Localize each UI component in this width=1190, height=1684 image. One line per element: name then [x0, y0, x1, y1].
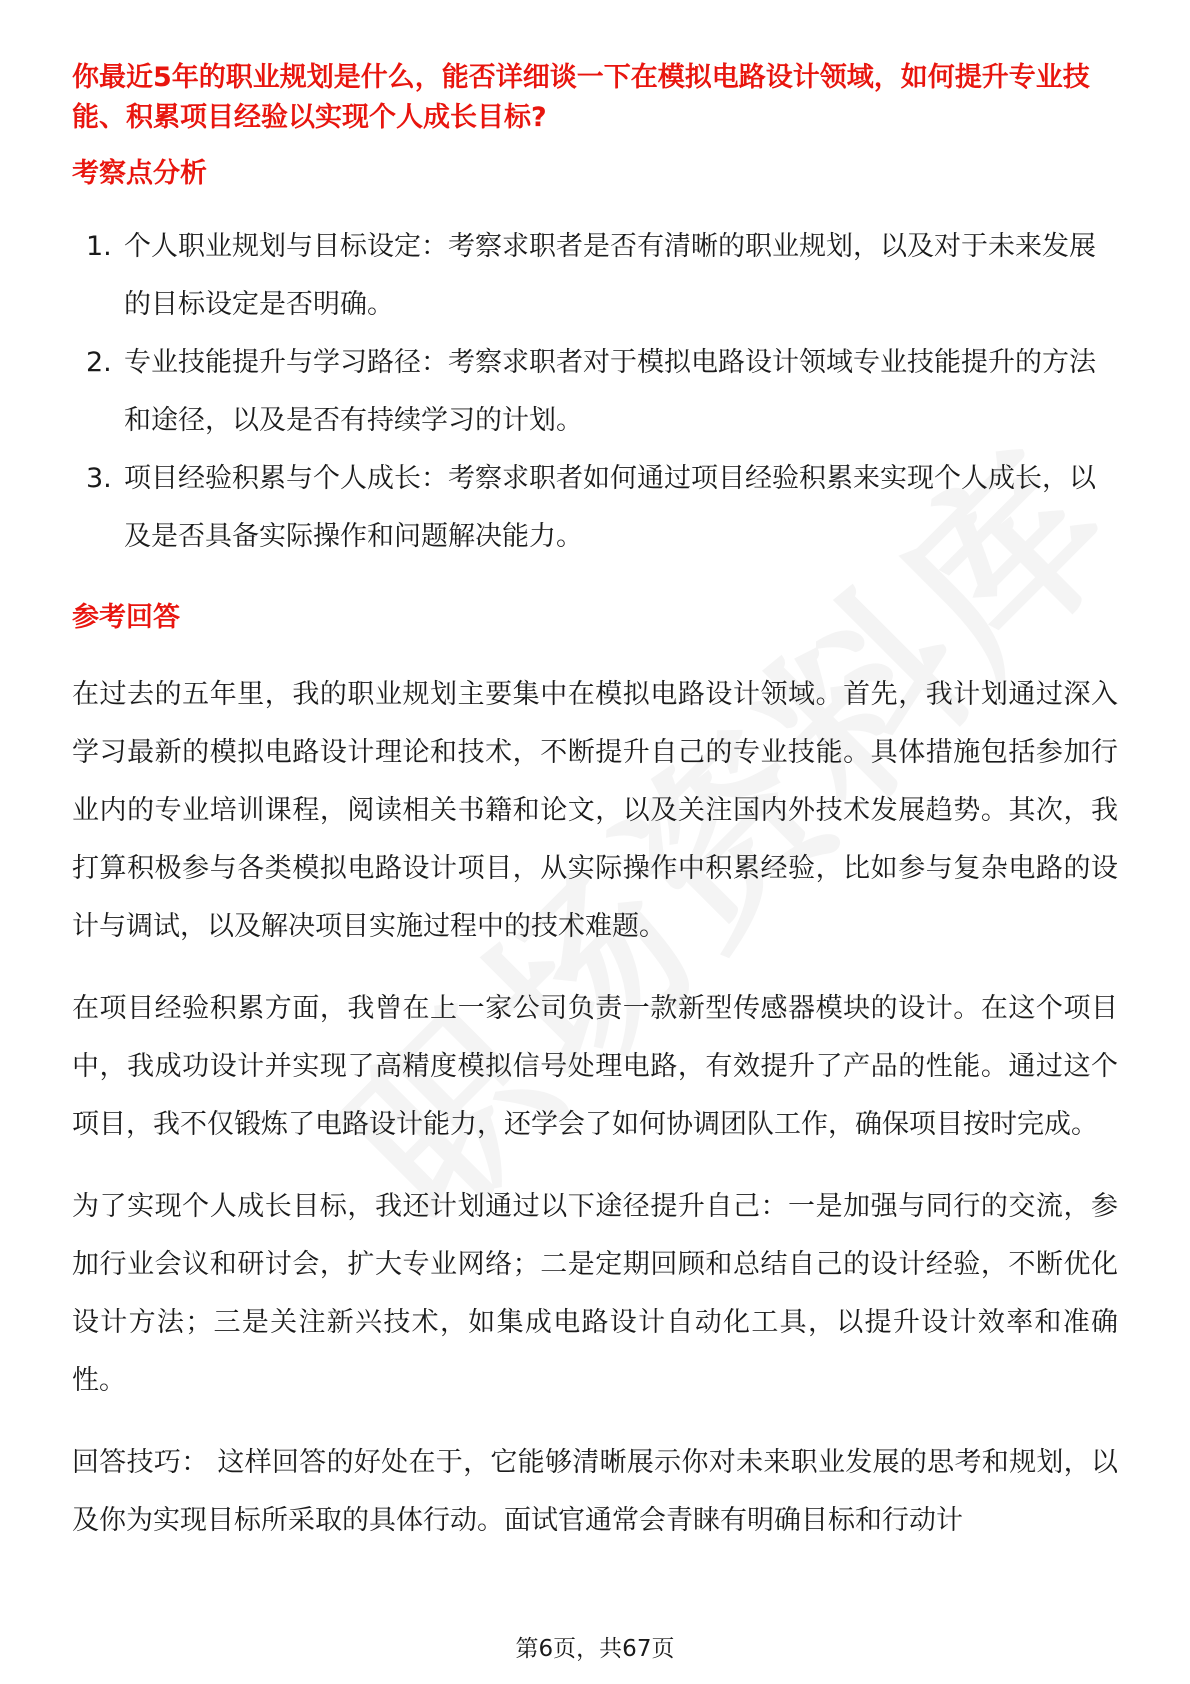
- point-number: 3.: [86, 463, 112, 494]
- analysis-point: [72, 450, 1118, 566]
- answer-paragraph: 在过去的五年里，我的职业规划主要集中在模拟电路设计领域。首先，我计划通过深入学习最新的模拟电路设计理论和技术，不断提升自己的专业技能。具体措施包括参加行业内的专业培训课程，阅读相关书籍和论文，以及关注国内外技术发展趋势。其次，我打算积极参与各类模拟电路设计项目，从实际操作中积累经验，比如参与复杂电路的设计与调试，以及解决项目实施过程中的技术难题。: [72, 679, 1118, 942]
- document-content: [72, 58, 1118, 1550]
- answer-section-title: 参考回答: [72, 602, 180, 633]
- point-number: 1.: [86, 231, 112, 262]
- point-number: 2.: [86, 347, 112, 378]
- analysis-point: [72, 218, 1118, 334]
- answer-tips-paragraph: 回答技巧： 这样回答的好处在于，它能够清晰展示你对未来职业发展的思考和规划，以及你为实现目标所采取的具体行动。面试官通常会青睐有明确目标和行动计: [72, 1447, 1118, 1536]
- point-text: 专业技能提升与学习路径：考察求职者对于模拟电路设计领域专业技能提升的方法和途径，以及是否有持续学习的计划。: [124, 347, 1096, 436]
- page-footer: 第6页，共67页: [515, 1636, 675, 1662]
- analysis-points-list: [72, 218, 1118, 566]
- answer-paragraph: 在项目经验积累方面，我曾在上一家公司负责一款新型传感器模块的设计。在这个项目中，我成功设计并实现了高精度模拟信号处理电路，有效提升了产品的性能。通过这个项目，我不仅锻炼了电路设计能力，还学会了如何协调团队工作，确保项目按时完成。: [72, 993, 1118, 1140]
- answer-paragraph: 为了实现个人成长目标，我还计划通过以下途径提升自己：一是加强与同行的交流，参加行业会议和研讨会，扩大专业网络；二是定期回顾和总结自己的设计经验，不断优化设计方法；三是关注新兴技术，如集成电路设计自动化工具，以提升设计效率和准确性。: [72, 1191, 1118, 1396]
- point-text: 个人职业规划与目标设定：考察求职者是否有清晰的职业规划，以及对于未来发展的目标设定是否明确。: [124, 231, 1096, 320]
- question-heading: 你最近5年的职业规划是什么，能否详细谈一下在模拟电路设计领域，如何提升专业技能、积累项目经验以实现个人成长目标?: [72, 62, 1090, 133]
- analysis-section-title: 考察点分析: [72, 158, 207, 189]
- analysis-point: [72, 334, 1118, 450]
- point-text: 项目经验积累与个人成长：考察求职者如何通过项目经验积累来实现个人成长，以及是否具备实际操作和问题解决能力。: [124, 463, 1096, 552]
